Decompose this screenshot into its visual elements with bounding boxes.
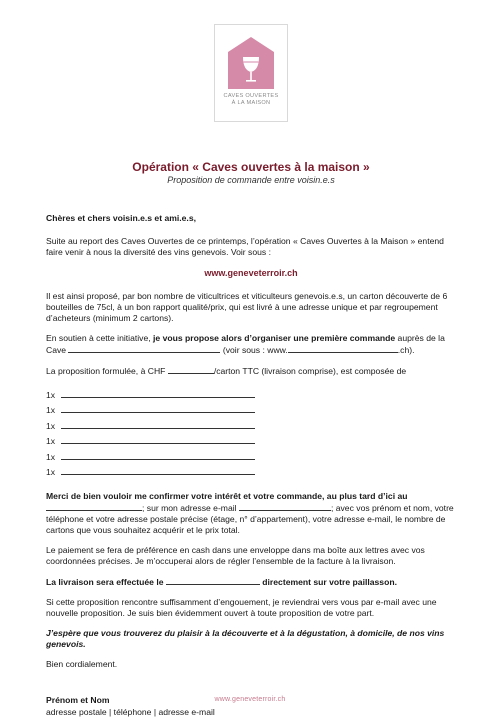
logo-text-line-2: À LA MAISON bbox=[231, 100, 271, 106]
caves-ouvertes-logo bbox=[214, 24, 288, 122]
support-lead: En soutien à cette initiative, bbox=[46, 333, 154, 343]
wine-line[interactable] bbox=[46, 431, 456, 447]
wine-blank[interactable] bbox=[61, 443, 255, 444]
cave-website-blank[interactable] bbox=[288, 344, 398, 353]
signature-address: adresse postale | téléphone | adresse e-mail bbox=[46, 707, 215, 717]
confirm-part-1: ; sur mon adresse e-mail bbox=[142, 503, 239, 513]
wine-quantity: 1x bbox=[46, 420, 56, 431]
delivery-date-blank[interactable] bbox=[166, 576, 260, 585]
wine-blank[interactable] bbox=[61, 412, 255, 413]
house-wine-glass-icon bbox=[228, 37, 274, 89]
page-title: Opération « Caves ouvertes à la maison » bbox=[132, 160, 370, 174]
delivery-end: directement sur votre paillasson. bbox=[259, 577, 397, 587]
wine-quantity: 1x bbox=[46, 405, 56, 415]
wine-quantity: 1x bbox=[46, 436, 56, 446]
wine-line[interactable] bbox=[46, 415, 456, 431]
logo-text-line-1: CAVES OUVERTES bbox=[223, 93, 279, 99]
support-bold: je vous propose alors d’organiser une première commande bbox=[153, 333, 396, 343]
wine-line[interactable] bbox=[46, 400, 456, 416]
wine-blank[interactable] bbox=[61, 428, 255, 429]
deadline-blank[interactable] bbox=[46, 502, 142, 511]
confirm-bold: Merci de bien vouloir me confirmer votre intérêt et votre commande, au plus tard d’ici au bbox=[46, 491, 408, 501]
followup-paragraph: Si cette proposition rencontre suffisamment d’engouement, je reviendrai vers vous par e-mail avec une nouvelle proposition. Je suis bien évidemment ouvert à toute proposition de votre part. bbox=[46, 597, 437, 618]
wine-line[interactable] bbox=[46, 446, 456, 462]
wine-blank[interactable] bbox=[61, 474, 255, 475]
support-after: auprès de la Cave bbox=[46, 333, 445, 355]
support-mid: (voir sous : www. bbox=[220, 345, 288, 355]
delivery-paragraph bbox=[46, 576, 456, 588]
confirm-part-2: ; avec vos prénom et nom, votre téléphone et votre adresse postale précise (étage, n° d’appartement), votre adresse e-mail, le nombre de cartons que vous souhaitez acquérir et le prix total. bbox=[46, 503, 454, 535]
wine-line[interactable] bbox=[46, 462, 456, 478]
logo-text bbox=[224, 93, 279, 107]
wine-blank[interactable] bbox=[61, 459, 255, 460]
wine-quantity: 1x bbox=[46, 389, 56, 400]
signature-name: Prénom et Nom bbox=[46, 695, 110, 705]
wine-line[interactable] bbox=[46, 384, 456, 400]
page-subtitle: Proposition de commande entre voisin.e.s bbox=[167, 175, 335, 185]
confirm-paragraph bbox=[46, 491, 456, 536]
offer-paragraph: Il est ainsi proposé, par bon nombre de viticultrices et viticulteurs genevois.e.s, un carton découverte de 6 bouteilles de 75cl, à un bon rapport qualité/prix, qui est livré à une adresse unique et par regroupement d’acheteurs (minimum 2 cartons). bbox=[46, 291, 448, 323]
price-paragraph bbox=[46, 365, 456, 377]
support-paragraph bbox=[46, 333, 456, 356]
wine-blank[interactable] bbox=[61, 397, 255, 398]
price-end: /carton TTC (livraison comprise), est composée de bbox=[213, 366, 407, 376]
closing: Bien cordialement. bbox=[46, 659, 118, 669]
cave-name-blank[interactable] bbox=[68, 344, 220, 353]
footer-link[interactable]: www.geneveterroir.ch bbox=[214, 696, 286, 703]
payment-paragraph: Le paiement se fera de préférence en cash dans une enveloppe dans ma boîte aux lettres avec vos coordonnées précises. Je m’occuperai alors de régler l’ensemble de la facture à la livraison. bbox=[46, 545, 425, 566]
logo-area bbox=[46, 0, 456, 122]
wine-quantity: 1x bbox=[46, 467, 56, 477]
price-blank[interactable] bbox=[168, 365, 214, 374]
email-blank[interactable] bbox=[239, 502, 331, 511]
wine-list bbox=[46, 384, 456, 477]
price-lead: La proposition formulée, à CHF bbox=[46, 366, 168, 376]
greeting: Chères et chers voisin.e.s et ami.e.s, bbox=[46, 213, 196, 223]
intro-paragraph: Suite au report des Caves Ouvertes de ce printemps, l’opération « Caves Ouvertes à la Maison » entend faire venir à nous la diversité des vins genevois. Voir sous : bbox=[46, 236, 444, 257]
hope-paragraph: J’espère que vous trouverez du plaisir à la découverte et à la dégustation, à domicile, de nos vins genevois. bbox=[46, 628, 445, 649]
website-link[interactable]: www.geneveterroir.ch bbox=[204, 268, 298, 278]
wine-quantity: 1x bbox=[46, 451, 56, 462]
delivery-lead: La livraison sera effectuée le bbox=[46, 577, 166, 587]
support-end: .ch). bbox=[397, 345, 415, 355]
